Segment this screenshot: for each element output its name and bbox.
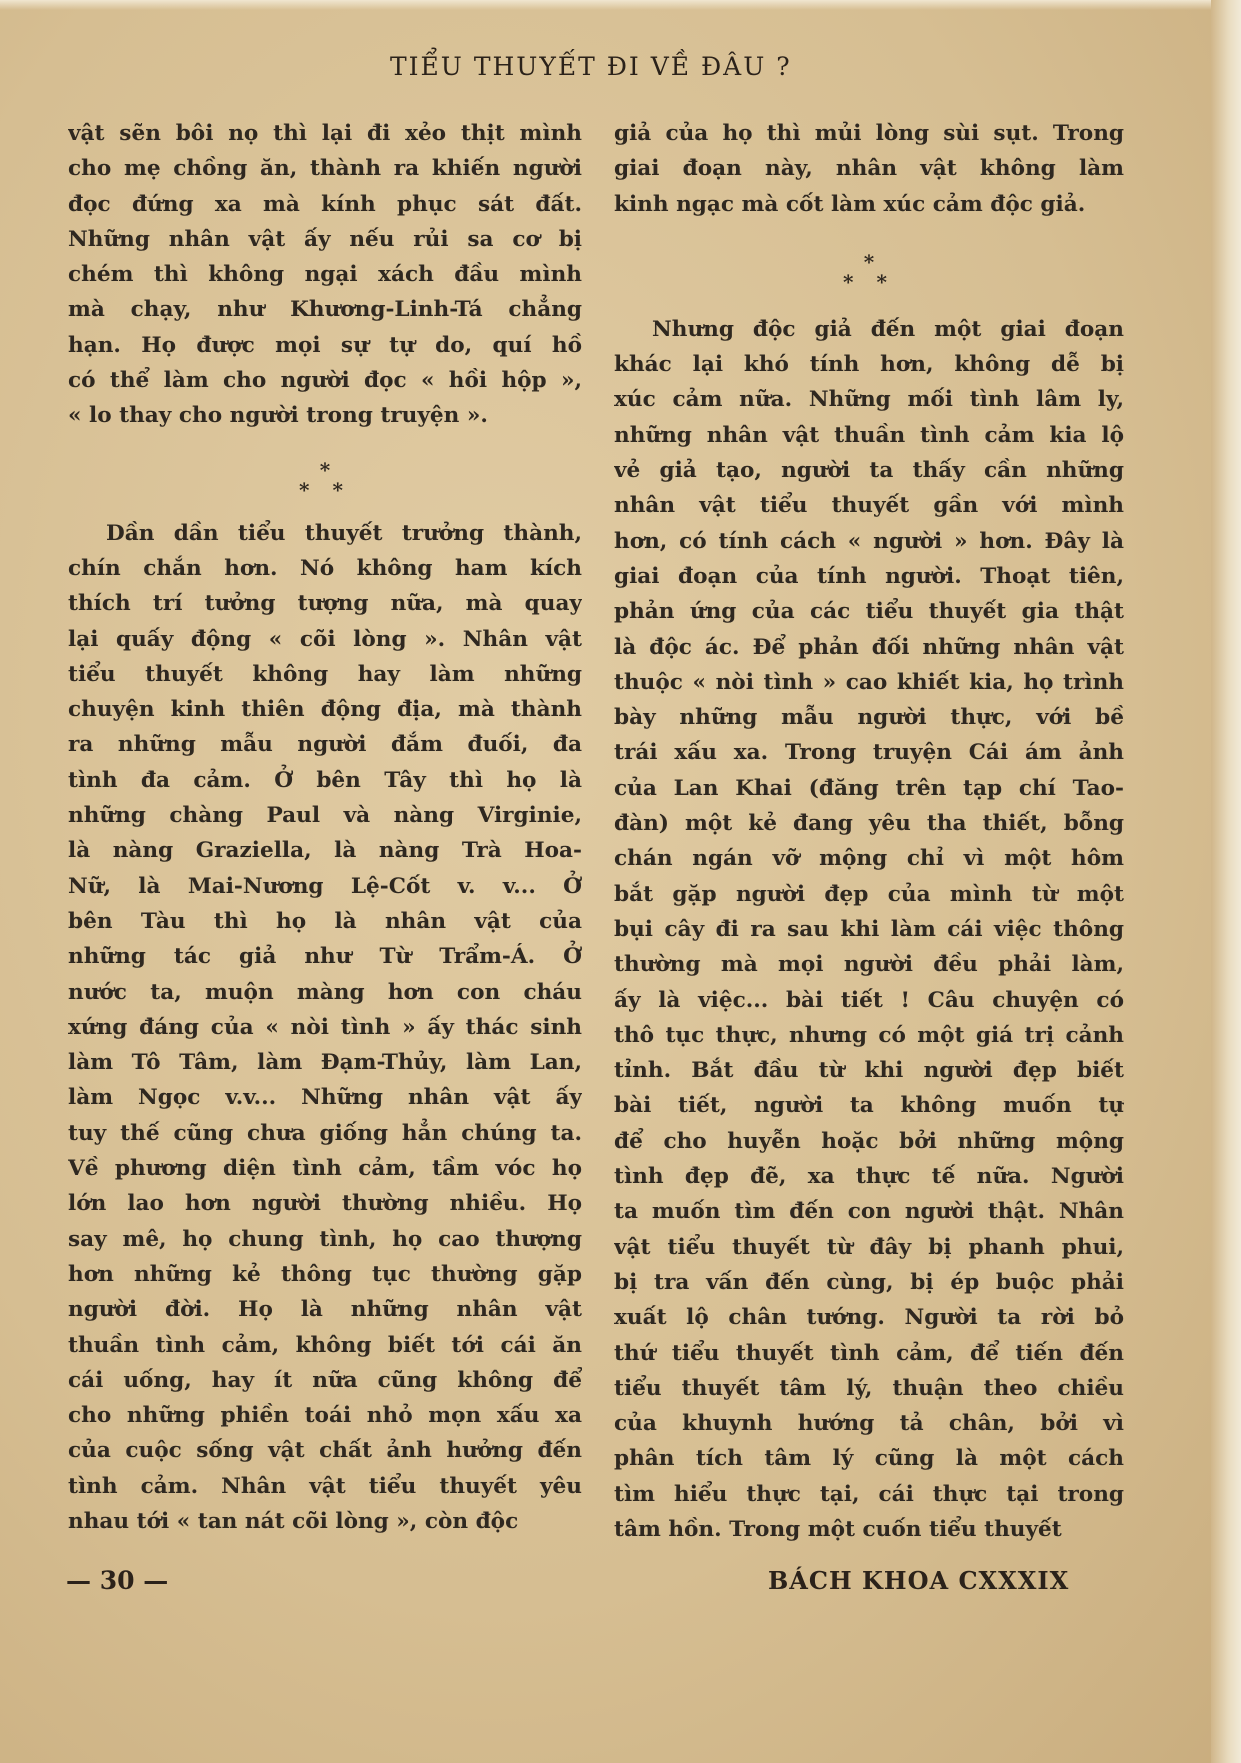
text-line: là nàng Graziella, là nàng Trà Hoa- bbox=[68, 838, 582, 864]
text-line: thường mà mọi người đều phải làm, bbox=[614, 952, 1124, 978]
text-line: tình đa cảm. Ở bên Tây thì họ là bbox=[68, 767, 582, 793]
text-line: giai đoạn này, nhân vật không làm bbox=[614, 156, 1124, 182]
text-line: của cuộc sống vật chất ảnh hưởng đến bbox=[68, 1438, 582, 1464]
text-line: xứng đáng của « nòi tình » ấy thác sinh bbox=[68, 1014, 582, 1040]
text-line: phản ứng của các tiểu thuyết gia thật bbox=[614, 599, 1124, 625]
text-line: có thể làm cho người đọc « hồi hộp », bbox=[68, 368, 582, 394]
text-line: thuần tình cảm, không biết tới cái ăn bbox=[68, 1332, 582, 1358]
running-header: TIỂU THUYẾT ĐI VỀ ĐÂU ? bbox=[390, 52, 792, 81]
left-column bbox=[68, 116, 582, 1539]
text-line: thuộc « nòi tình » cao khiết kia, họ trình bbox=[614, 669, 1124, 695]
text-line: bắt gặp người đẹp của mình từ một bbox=[614, 881, 1124, 907]
text-line: chém thì không ngại xách đầu mình bbox=[68, 262, 582, 288]
text-line: cái uống, hay ít nữa cũng không để bbox=[68, 1367, 582, 1393]
text-line: say mê, họ chung tình, họ cao thượng bbox=[68, 1226, 582, 1252]
text-line: làm Ngọc v.v... Những nhân vật ấy bbox=[68, 1085, 582, 1111]
text-line: tâm hồn. Trong một cuốn tiểu thuyết bbox=[614, 1516, 1062, 1542]
text-line: trái xấu xa. Trong truyện Cái ám ảnh bbox=[614, 740, 1124, 766]
separator-star-top: * bbox=[319, 457, 331, 482]
text-line: đọc đứng xa mà kính phục sát đất. bbox=[68, 191, 582, 217]
text-line: ra những mẫu người đắm đuối, đa bbox=[68, 732, 582, 758]
text-line: kinh ngạc mà cốt làm xúc cảm độc giả. bbox=[614, 191, 1086, 217]
separator-star-bottom: * * bbox=[843, 269, 895, 294]
text-line: bày những mẫu người thực, với bề bbox=[614, 705, 1124, 731]
text-line: tiểu thuyết không hay làm những bbox=[68, 661, 582, 687]
page-top-edge bbox=[0, 0, 1241, 10]
text-line: ta muốn tìm đến con người thật. Nhân bbox=[614, 1199, 1124, 1225]
text-line: phân tích tâm lý cũng là một cách bbox=[614, 1446, 1124, 1472]
right-column bbox=[614, 116, 1124, 1547]
text-line: hơn những kẻ thông tục thường gặp bbox=[68, 1261, 582, 1287]
text-line: ấy là việc... bài tiết ! Câu chuyện có bbox=[614, 987, 1124, 1013]
text-line: « lo thay cho người trong truyện ». bbox=[68, 403, 488, 429]
right-paragraph-2 bbox=[614, 312, 1124, 1547]
text-line: cho mẹ chồng ăn, thành ra khiến người bbox=[68, 156, 582, 182]
page-number: — 30 — bbox=[66, 1566, 169, 1595]
text-line: thô tục thực, nhưng có một giá trị cảnh bbox=[614, 1022, 1124, 1048]
text-line: những chàng Paul và nàng Virginie, bbox=[68, 803, 582, 829]
separator-star-bottom: * * bbox=[299, 477, 351, 502]
text-line: làm Tô Tâm, làm Đạm-Thủy, làm Lan, bbox=[68, 1050, 582, 1076]
left-paragraph-2 bbox=[68, 516, 582, 1540]
text-line: nước ta, muộn màng hơn con cháu bbox=[68, 979, 582, 1005]
section-separator-left bbox=[68, 440, 582, 510]
text-line: Những nhân vật ấy nếu rủi sa cơ bị bbox=[68, 226, 582, 252]
text-line: nhân vật tiểu thuyết gần với mình bbox=[614, 493, 1124, 519]
text-line: hơn, có tính cách « người » hơn. Đây là bbox=[614, 528, 1124, 554]
text-line: những nhân vật thuần tình cảm kia lộ bbox=[614, 422, 1124, 448]
text-line: nhau tới « tan nát cõi lòng », còn độc bbox=[68, 1508, 519, 1534]
text-line: chín chắn hơn. Nó không ham kích bbox=[68, 555, 582, 581]
text-line: giai đoạn của tính người. Thoạt tiên, bbox=[614, 563, 1124, 589]
text-line: bụi cây đi ra sau khi làm cái việc thông bbox=[614, 916, 1124, 942]
text-line: vật tiểu thuyết từ đây bị phanh phui, bbox=[614, 1234, 1124, 1260]
separator-star-top: * bbox=[863, 249, 875, 274]
text-line: tìm hiểu thực tại, cái thực tại trong bbox=[614, 1481, 1124, 1507]
text-line: bên Tàu thì họ là nhân vật của bbox=[68, 908, 582, 934]
text-line: của khuynh hướng tả chân, bởi vì bbox=[614, 1411, 1124, 1437]
text-line: lại quấy động « cõi lòng ». Nhân vật bbox=[68, 626, 582, 652]
text-line: tỉnh. Bắt đầu từ khi người đẹp biết bbox=[614, 1058, 1124, 1084]
left-paragraph-1 bbox=[68, 116, 582, 434]
text-line: là độc ác. Để phản đối những nhân vật bbox=[614, 634, 1124, 660]
text-line: người đời. Họ là những nhân vật bbox=[68, 1297, 582, 1323]
text-line: lớn lao hơn người thường nhiều. Họ bbox=[68, 1191, 582, 1217]
text-line: tình cảm. Nhân vật tiểu thuyết yêu bbox=[68, 1473, 582, 1499]
text-line: Dần dần tiểu thuyết trưởng thành, bbox=[106, 520, 582, 546]
text-line: cho những phiền toái nhỏ mọn xấu xa bbox=[68, 1403, 582, 1429]
text-line: vật sẽn bôi nọ thì lại đi xẻo thịt mình bbox=[68, 121, 582, 146]
text-line: giả của họ thì mủi lòng sùi sụt. Trong bbox=[614, 121, 1124, 146]
text-line: vẻ giả tạo, người ta thấy cần những bbox=[614, 458, 1124, 484]
text-line: Về phương diện tình cảm, tầm vóc họ bbox=[68, 1156, 582, 1182]
section-separator-right bbox=[614, 232, 1124, 302]
text-line: Nhưng độc giả đến một giai đoạn bbox=[652, 316, 1124, 342]
text-line: Nữ, là Mai-Nương Lệ-Cốt v. v... Ở bbox=[68, 873, 582, 899]
text-line: bài tiết, người ta không muốn tự bbox=[614, 1093, 1124, 1119]
text-line: hạn. Họ được mọi sự tự do, quí hồ bbox=[68, 332, 582, 358]
page-right-edge bbox=[1211, 0, 1241, 1763]
text-line: bị tra vấn đến cùng, bị ép buộc phải bbox=[614, 1269, 1124, 1295]
text-line: xúc cảm nữa. Những mối tình lâm ly, bbox=[614, 387, 1124, 413]
text-line: tiểu thuyết tâm lý, thuận theo chiều bbox=[614, 1375, 1124, 1401]
text-line: chán ngán vỡ mộng chỉ vì một hôm bbox=[614, 846, 1124, 872]
text-line: tuy thế cũng chưa giống hẳn chúng ta. bbox=[68, 1120, 582, 1146]
magazine-issue: BÁCH KHOA CXXXIX bbox=[768, 1566, 1070, 1595]
text-line: xuất lộ chân tướng. Người ta rời bỏ bbox=[614, 1305, 1124, 1331]
text-line: những tác giả như Từ Trẩm-Á. Ở bbox=[68, 944, 582, 970]
text-line: chuyện kinh thiên động địa, mà thành bbox=[68, 697, 582, 723]
text-line: của Lan Khai (đăng trên tạp chí Tao- bbox=[614, 775, 1124, 801]
text-line: thích trí tưởng tượng nữa, mà quay bbox=[68, 591, 582, 617]
text-line: khác lại khó tính hơn, không dễ bị bbox=[614, 352, 1124, 378]
right-paragraph-1 bbox=[614, 116, 1124, 222]
text-line: thứ tiểu thuyết tình cảm, để tiến đến bbox=[614, 1340, 1124, 1366]
text-line: mà chạy, như Khương-Linh-Tá chẳng bbox=[68, 297, 582, 323]
text-line: để cho huyễn hoặc bởi những mộng bbox=[614, 1128, 1124, 1154]
text-line: đàn) một kẻ đang yêu tha thiết, bỗng bbox=[614, 811, 1124, 837]
text-line: tình đẹp đẽ, xa thực tế nữa. Người bbox=[614, 1164, 1124, 1190]
